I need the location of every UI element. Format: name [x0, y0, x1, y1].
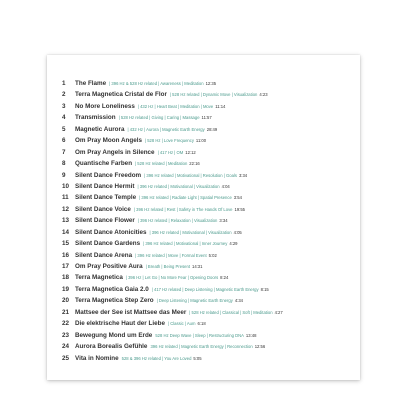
track-duration: 11:57	[201, 115, 212, 121]
track-duration: 6:18	[197, 321, 206, 327]
track-row	[62, 295, 358, 306]
track-row	[62, 192, 358, 203]
track-title: Quantische Farben	[75, 160, 133, 168]
track-number: 24	[62, 343, 70, 351]
track-duration: 5:05	[193, 355, 202, 361]
track-number: 3	[62, 102, 66, 110]
track-title: Silent Dance Hermit	[75, 182, 135, 190]
track-title: Aurora Borealis Gefühle	[75, 343, 148, 351]
track-tags: | 396 Hz & 528 Hz related | Awareness | Meditation	[109, 81, 204, 86]
track-number: 12	[62, 205, 70, 213]
track-title: The Flame	[75, 80, 107, 87]
track-title: Silent Dance Flower	[75, 217, 135, 225]
track-title: Silent Dance Temple	[75, 194, 137, 202]
track-tags: | 396 Hz related | Motivational | Visualization	[137, 183, 220, 189]
track-row	[62, 238, 358, 249]
track-duration: 8:15	[260, 286, 269, 292]
track-tags: | Classic | Aum	[167, 321, 196, 327]
track-number: 22	[62, 320, 70, 328]
track-duration: 11:00	[195, 138, 207, 144]
track-tags: 396 Hz related | Magnetic Earth Energy | Reconnection	[150, 344, 253, 350]
track-number: 7	[62, 148, 66, 156]
track-duration: 5:02	[208, 252, 217, 258]
track-tags: | 528 Hz related | Classical | Soft | Meditation	[189, 309, 273, 315]
track-title: Silent Dance Gardens	[75, 240, 141, 248]
track-tags: | 528 Hz related | Meditation	[135, 161, 188, 167]
track-row	[62, 284, 358, 295]
track-row	[62, 307, 358, 318]
track-row	[62, 341, 358, 352]
track-duration: 14:31	[191, 264, 203, 269]
track-tags: | 396 Hz related | Move | Formal Event	[135, 252, 207, 258]
track-row	[62, 78, 358, 89]
track-title: Terra Magnetica Gaia 2.0	[75, 285, 149, 293]
track-number: 10	[62, 182, 70, 190]
track-duration: 12:56	[254, 344, 266, 350]
track-duration: 4:23	[259, 92, 268, 98]
track-title: Die elektrische Haut der Liebe	[75, 320, 165, 328]
tracklist	[62, 78, 358, 364]
track-title: Mattsee der See ist Mattsee das Meer	[75, 308, 187, 316]
track-duration: 4:27	[274, 309, 283, 315]
track-duration: 4:05	[233, 229, 242, 235]
track-number: 4	[62, 114, 66, 122]
track-title: Terra Magnetica Cristal de Flor	[75, 91, 167, 99]
track-duration: 3:34	[238, 172, 248, 178]
track-row	[62, 89, 358, 100]
track-row	[62, 250, 358, 261]
track-number: 1	[62, 80, 66, 87]
track-tags: | 528 Hz | Love Frequency	[144, 138, 194, 144]
track-number: 14	[62, 228, 70, 236]
track-tags: | Breath | Being Present	[145, 264, 190, 269]
track-number: 18	[62, 274, 70, 282]
track-number: 13	[62, 217, 70, 225]
track-tags: | 396 Hz related | Relaxation | Visualization	[137, 218, 218, 224]
track-number: 25	[62, 354, 70, 362]
track-row	[62, 147, 358, 158]
track-tags: | 528 Hz related | Giving | Caring | Massage	[118, 115, 200, 121]
track-duration: 4:34	[234, 298, 243, 304]
track-duration: 12:12	[185, 149, 196, 155]
track-title: Magnetic Aurora	[75, 125, 125, 133]
track-tags: | 417 Hz related | Deep Listening | Magnetic Earth Energy	[151, 286, 259, 292]
track-tags: | 417 Hz | OM	[157, 149, 184, 155]
track-duration: 28:49	[206, 126, 218, 132]
track-tags: 528 Hz Deep Wave | Sleep | Restructuring DNA	[155, 332, 244, 338]
track-number: 23	[62, 331, 70, 339]
track-title: Om Pray Positive Aura	[75, 263, 143, 270]
track-title: Silent Dance Freedom	[75, 171, 142, 179]
track-title: Terra Magnetica	[75, 274, 123, 282]
track-duration: 19:55	[234, 206, 245, 212]
tracklist-card	[47, 55, 360, 380]
track-tags: | 528 Hz related | Dynamic Move | Visualization	[169, 92, 258, 98]
track-tags: | 396 Hz related | Motivational | Visualization	[149, 229, 232, 235]
track-tags: | 396 Hz related | Motivational | Inner Journey	[143, 241, 228, 247]
track-row	[62, 261, 358, 272]
track-row	[62, 204, 358, 215]
track-number: 20	[62, 297, 70, 305]
track-number: 11	[62, 194, 69, 202]
track-tags: | 432 Hz | Heart Beat | Meditation | Move	[137, 103, 214, 109]
track-row	[62, 158, 358, 169]
track-number: 2	[62, 91, 66, 99]
track-tags: | 396 Hz | Let Go | No More Fear | Opening Doors	[125, 275, 219, 281]
track-row	[62, 101, 358, 112]
track-tags: | Deep Listening | Magnetic Earth Energy	[156, 298, 233, 304]
track-title: Silent Dance Voice	[75, 205, 131, 213]
track-row	[62, 170, 358, 181]
track-tags: | 396 Hz related | Motivational | Resolution | Goals	[144, 172, 237, 178]
track-number: 17	[62, 263, 70, 270]
track-title: Transmission	[75, 114, 116, 122]
track-number: 8	[62, 160, 66, 168]
track-tags: | 396 Hz related | Rest | Safety in The Hands Of Love	[133, 206, 233, 212]
track-tags: | 432 Hz | Aurora | Magnetic Earth Energy	[127, 126, 205, 132]
track-row	[62, 135, 358, 146]
track-duration: 22:16	[189, 161, 200, 167]
track-row	[62, 318, 358, 329]
track-number: 19	[62, 285, 70, 293]
track-row	[62, 353, 358, 364]
track-duration: 13:48	[245, 332, 257, 338]
track-title: Bewegung Mond um Erde	[75, 331, 153, 339]
track-number: 15	[62, 240, 70, 248]
track-row	[62, 227, 358, 238]
track-title: Om Pray Moon Angels	[75, 137, 142, 145]
track-row	[62, 124, 358, 135]
track-duration: 3:54	[233, 195, 242, 201]
track-row	[62, 215, 358, 226]
track-duration: 8:24	[220, 275, 229, 281]
track-duration: 11:14	[215, 103, 226, 109]
track-row	[62, 181, 358, 192]
track-duration: 3:34	[219, 218, 228, 224]
track-duration: 4:29	[229, 241, 238, 247]
track-number: 6	[62, 137, 66, 145]
track-duration: 12:35	[205, 81, 217, 86]
track-title: Om Pray Angels in Silence	[75, 148, 155, 156]
track-number: 9	[62, 171, 66, 179]
track-tags: | 396 Hz related | Radiate Light | Spatial Presence	[139, 195, 232, 201]
track-title: Terra Magnetica Step Zero	[75, 297, 154, 305]
track-title: Silent Dance Atonicities	[75, 228, 147, 236]
track-title: No More Loneliness	[75, 102, 135, 110]
track-title: Silent Dance Arena	[75, 251, 133, 259]
track-row	[62, 112, 358, 123]
track-duration: 4:04	[221, 183, 230, 189]
track-number: 5	[62, 125, 66, 133]
track-title: Vita in Nomine	[75, 354, 119, 362]
track-number: 21	[62, 308, 70, 316]
track-row	[62, 272, 358, 283]
track-tags: 528 & 396 Hz related | You Are Loved	[121, 355, 192, 361]
track-number: 16	[62, 251, 70, 259]
track-row	[62, 330, 358, 341]
